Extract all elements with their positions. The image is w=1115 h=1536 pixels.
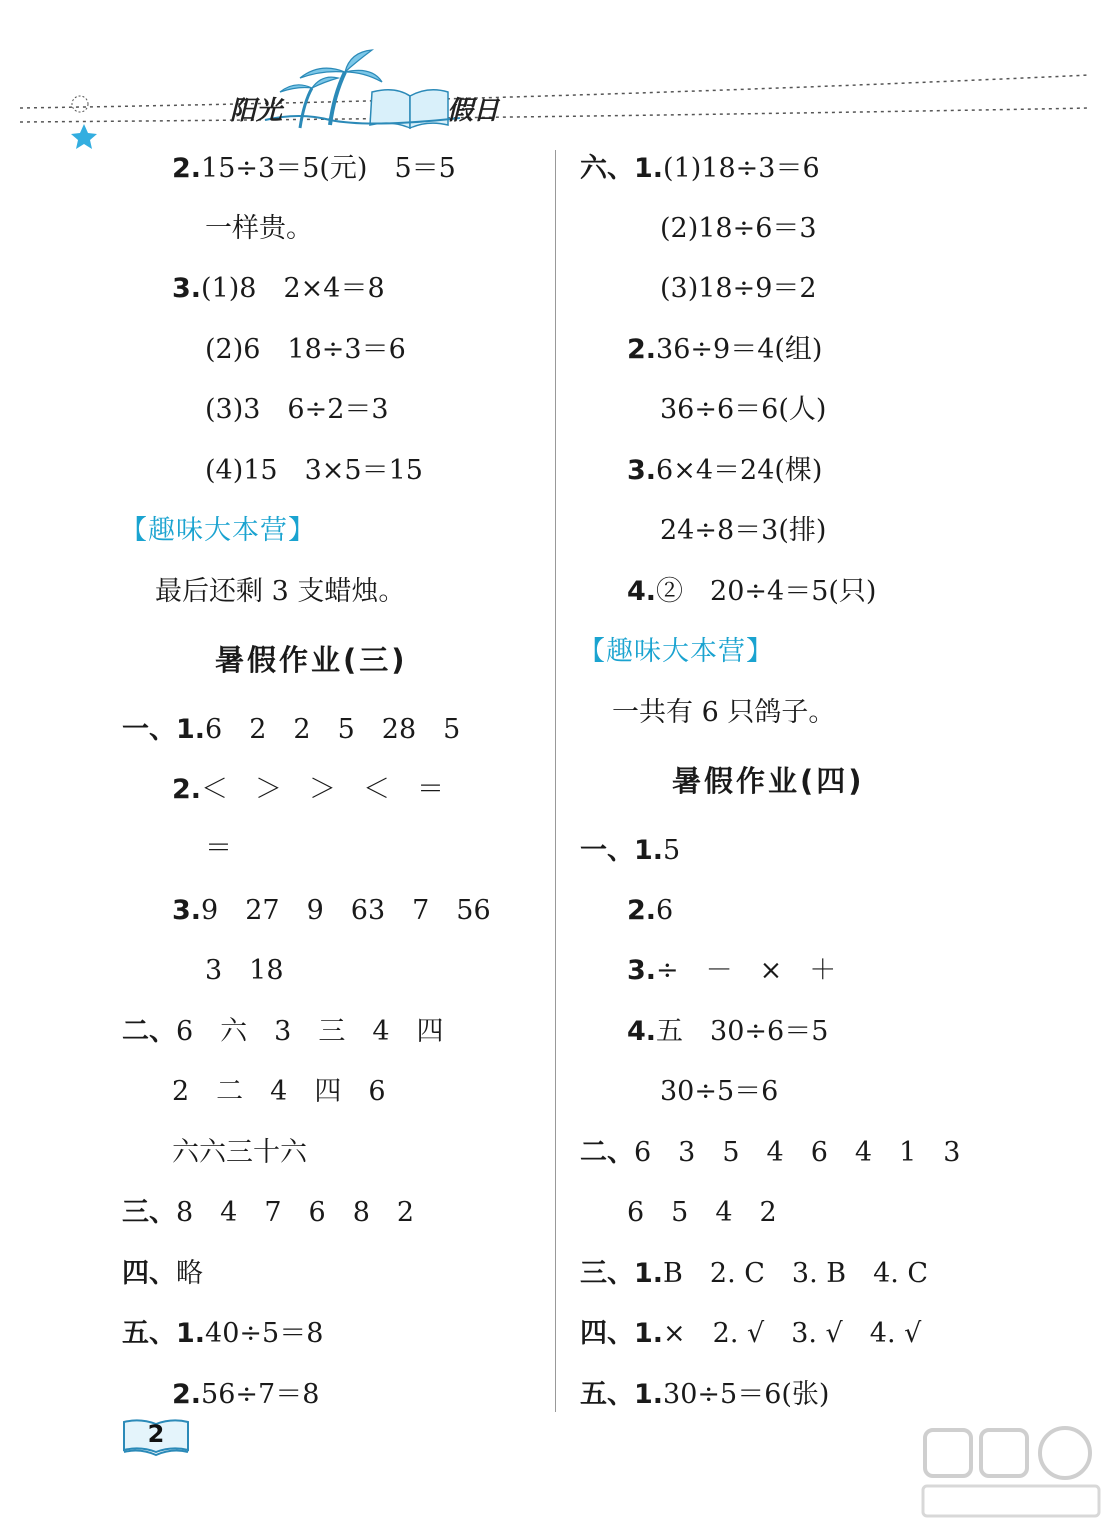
answer-text: 最后还剩 3 支蜡烛。: [155, 576, 406, 607]
question-number: 3.: [627, 455, 657, 486]
question-number: 一、1.: [580, 835, 664, 866]
answer-line: [122, 1196, 414, 1230]
answer-text: 56÷7＝8: [201, 1379, 320, 1410]
answer-text: (3)3 6÷2＝3: [205, 394, 389, 425]
question-number: 二、: [580, 1137, 634, 1168]
answer-text: 9 27 9 63 7 56: [201, 895, 491, 926]
answer-line: [660, 393, 826, 427]
watermark-icon: [915, 1420, 1105, 1530]
answer-line: [205, 954, 284, 988]
answer-line: [122, 1015, 444, 1049]
answer-text: 5: [663, 835, 681, 866]
answer-line: [580, 152, 820, 186]
question-number: 四、1.: [580, 1318, 664, 1349]
answer-line: [122, 713, 460, 747]
answer-text: ÷ － × ＋: [656, 955, 837, 986]
answer-line: [627, 1015, 828, 1049]
header-title-left: 阳光: [230, 96, 283, 126]
page-number: [120, 1418, 192, 1458]
question-number: 4.: [627, 1016, 657, 1047]
page-header: [0, 0, 1115, 150]
answer-text: 30÷5＝6(张): [663, 1379, 830, 1410]
question-number: 2.: [627, 895, 657, 926]
answer-text: 40÷5＝8: [205, 1318, 324, 1349]
question-number: 2.: [172, 774, 202, 805]
answer-text: 略: [176, 1258, 203, 1289]
answer-line: [205, 454, 423, 488]
section-label-fun: 【趣味大本营】: [578, 636, 774, 667]
answer-text: 36÷9＝4(组): [656, 334, 823, 365]
question-number: 四、: [122, 1258, 176, 1289]
question-number: 3.: [172, 895, 202, 926]
section-label-fun: 【趣味大本营】: [120, 515, 316, 546]
answer-line: [122, 1317, 323, 1351]
answer-line: [627, 333, 822, 367]
section-heading: 暑假作业(四): [672, 764, 865, 798]
answer-line: [172, 272, 385, 306]
question-number: 3.: [627, 955, 657, 986]
answer-text: 一共有 6 只鸽子。: [612, 697, 836, 728]
answer-line: [660, 1075, 778, 1109]
answer-line: [580, 1136, 960, 1170]
answer-line: [580, 834, 680, 868]
answer-text: (2)6 18÷3＝6: [205, 334, 406, 365]
star-icon: [71, 124, 97, 149]
answer-text: ＜ ＞ ＞ ＜ ＝: [201, 774, 445, 805]
question-number: 2.: [627, 334, 657, 365]
answer-line: [122, 1257, 203, 1291]
answer-line: [627, 454, 822, 488]
answer-line: [155, 575, 405, 609]
answer-text: 3 18: [205, 955, 284, 986]
answer-line: [660, 272, 817, 306]
question-number: 五、1.: [122, 1318, 206, 1349]
answer-text: (1)18÷3＝6: [663, 153, 820, 184]
answer-text: 30÷5＝6: [660, 1076, 779, 1107]
column-divider: [555, 150, 556, 1412]
question-number: 2.: [172, 1379, 202, 1410]
answer-text: 24÷8＝3(排): [660, 515, 827, 546]
answer-text: 6 3 5 4 6 4 1 3: [634, 1137, 961, 1168]
watermark-logo: [915, 1420, 1105, 1530]
answer-text: × 2. √ 3. √ 4. √: [663, 1318, 922, 1349]
answer-text: (2)18÷6＝3: [660, 213, 817, 244]
answer-line: [660, 212, 817, 246]
answer-text: 15÷3＝5(元) 5＝5: [201, 153, 456, 184]
question-number: 三、: [122, 1197, 176, 1228]
question-number: 3.: [172, 273, 202, 304]
answer-line: [627, 1196, 777, 1230]
question-number: 二、: [122, 1016, 176, 1047]
answer-text: 8 4 7 6 8 2: [176, 1197, 415, 1228]
answer-line: [205, 212, 313, 246]
question-number: 4.: [627, 576, 657, 607]
answer-line: [612, 696, 835, 730]
answer-line: [580, 1257, 928, 1291]
answer-line: [627, 575, 876, 609]
answer-text: B 2. C 3. B 4. C: [663, 1258, 929, 1289]
answer-text: 五 30÷6＝5: [656, 1016, 829, 1047]
answer-text: 一样贵。: [205, 213, 313, 244]
answer-text: ＝: [205, 833, 232, 864]
answer-text: ② 20÷4＝5(只): [656, 576, 877, 607]
answer-line: [627, 954, 836, 988]
question-number: 2.: [172, 153, 202, 184]
answer-line: [205, 832, 232, 866]
header-decoration: [0, 0, 1115, 150]
question-number: 一、1.: [122, 714, 206, 745]
question-number: 五、1.: [580, 1379, 664, 1410]
answer-line: [205, 333, 406, 367]
answer-line: [172, 152, 456, 186]
answer-line: [172, 1378, 319, 1412]
answer-line: [172, 894, 491, 928]
answer-line: [580, 1317, 921, 1351]
answer-text: (1)8 2×4＝8: [201, 273, 385, 304]
answer-text: 36÷6＝6(人): [660, 394, 827, 425]
answer-text: 6×4＝24(棵): [656, 455, 823, 486]
header-title-right: 假日: [447, 96, 500, 126]
answer-text: (4)15 3×5＝15: [205, 455, 423, 486]
answer-text: 6 5 4 2: [627, 1197, 777, 1228]
page-number-text: 2: [147, 1420, 165, 1448]
answer-text: 2 二 4 四 6: [172, 1076, 386, 1107]
answer-text: 6: [656, 895, 674, 926]
section-heading: 暑假作业(三): [215, 643, 408, 677]
answer-line: [172, 1075, 386, 1109]
answer-line: [205, 393, 389, 427]
answer-text: 6 2 2 5 28 5: [205, 714, 461, 745]
answer-text: 6 六 3 三 4 四: [176, 1016, 444, 1047]
answer-text: 六六三十六: [172, 1137, 307, 1168]
answer-line: [660, 514, 826, 548]
answer-line: [627, 894, 673, 928]
answer-line: [172, 1136, 307, 1170]
answer-line: [172, 773, 444, 807]
question-number: 六、1.: [580, 153, 664, 184]
answer-line: [580, 1378, 829, 1412]
question-number: 三、1.: [580, 1258, 664, 1289]
answer-text: (3)18÷9＝2: [660, 273, 817, 304]
